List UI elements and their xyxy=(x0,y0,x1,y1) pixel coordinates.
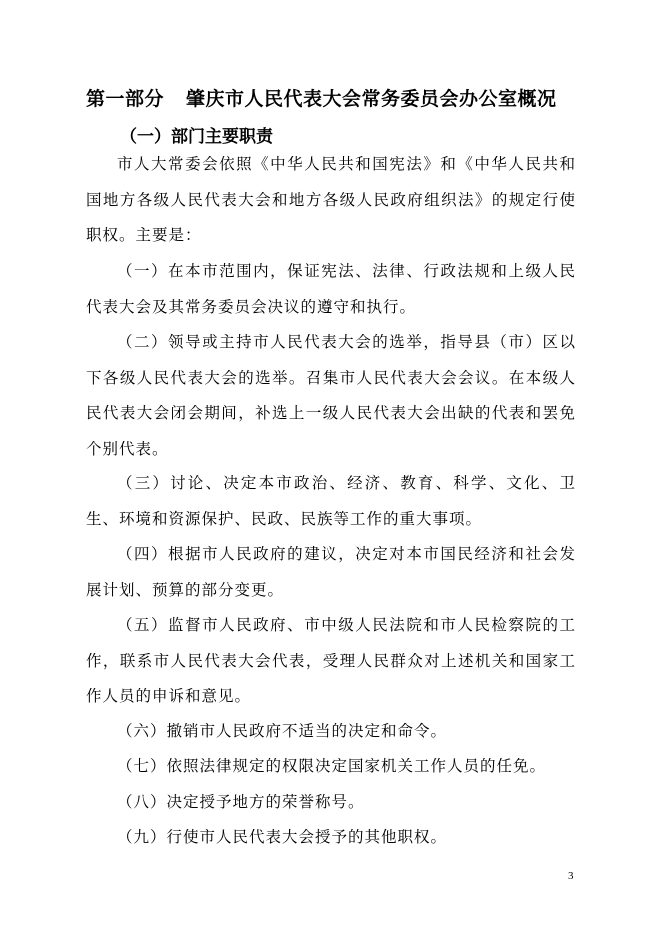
subsection-heading: （一）部门主要职责 xyxy=(120,127,273,147)
duty-item-2: （二）领导或主持市人民代表大会的选举，指导县（市）区以下各级人民代表大会的选举。召集市人民代表大会会议。在本级人民代表大会闭会期间，补选上一级人民代表大会出缺的代表和罢免个别代表。 xyxy=(86,333,576,458)
duty-item-4: （四）根据市人民政府的建议，决定对本市国民经济和社会发展计划、预算的部分变更。 xyxy=(86,545,576,599)
duty-item-1: （一）在本市范围内，保证宪法、法律、行政法规和上级人民代表大会及其常务委员会决议的遵守和执行。 xyxy=(86,262,576,316)
intro-paragraph: 市人大常委会依照《中华人民共和国宪法》和《中华人民共和国地方各级人民代表大会和地方各级人民政府组织法》的规定行使职权。主要是： xyxy=(86,155,576,244)
duty-item-8: （八）决定授予地方的荣誉称号。 xyxy=(117,793,365,811)
heading-title: 肇庆市人民代表大会常务委员会办公室概况 xyxy=(186,88,557,110)
duty-item-7: （七）依照法律规定的权限决定国家机关工作人员的任免。 xyxy=(117,757,547,775)
duty-item-9: （九）行使市人民代表大会授予的其他职权。 xyxy=(117,828,448,846)
duty-item-6: （六）撤销市人民政府不适当的决定和命令。 xyxy=(117,722,448,740)
page-number: 3 xyxy=(568,870,574,882)
duty-item-5: （五）监督市人民政府、市中级人民法院和市人民检察院的工作，联系市人民代表大会代表，受理人民群众对上述机关和国家工作人员的申诉和意见。 xyxy=(86,616,576,705)
duty-item-3: （三）讨论、决定本市政治、经济、教育、科学、文化、卫生、环境和资源保护、民政、民族等工作的重大事项。 xyxy=(86,474,576,528)
heading-part-label: 第一部分 xyxy=(86,88,165,110)
section-heading xyxy=(86,84,606,111)
